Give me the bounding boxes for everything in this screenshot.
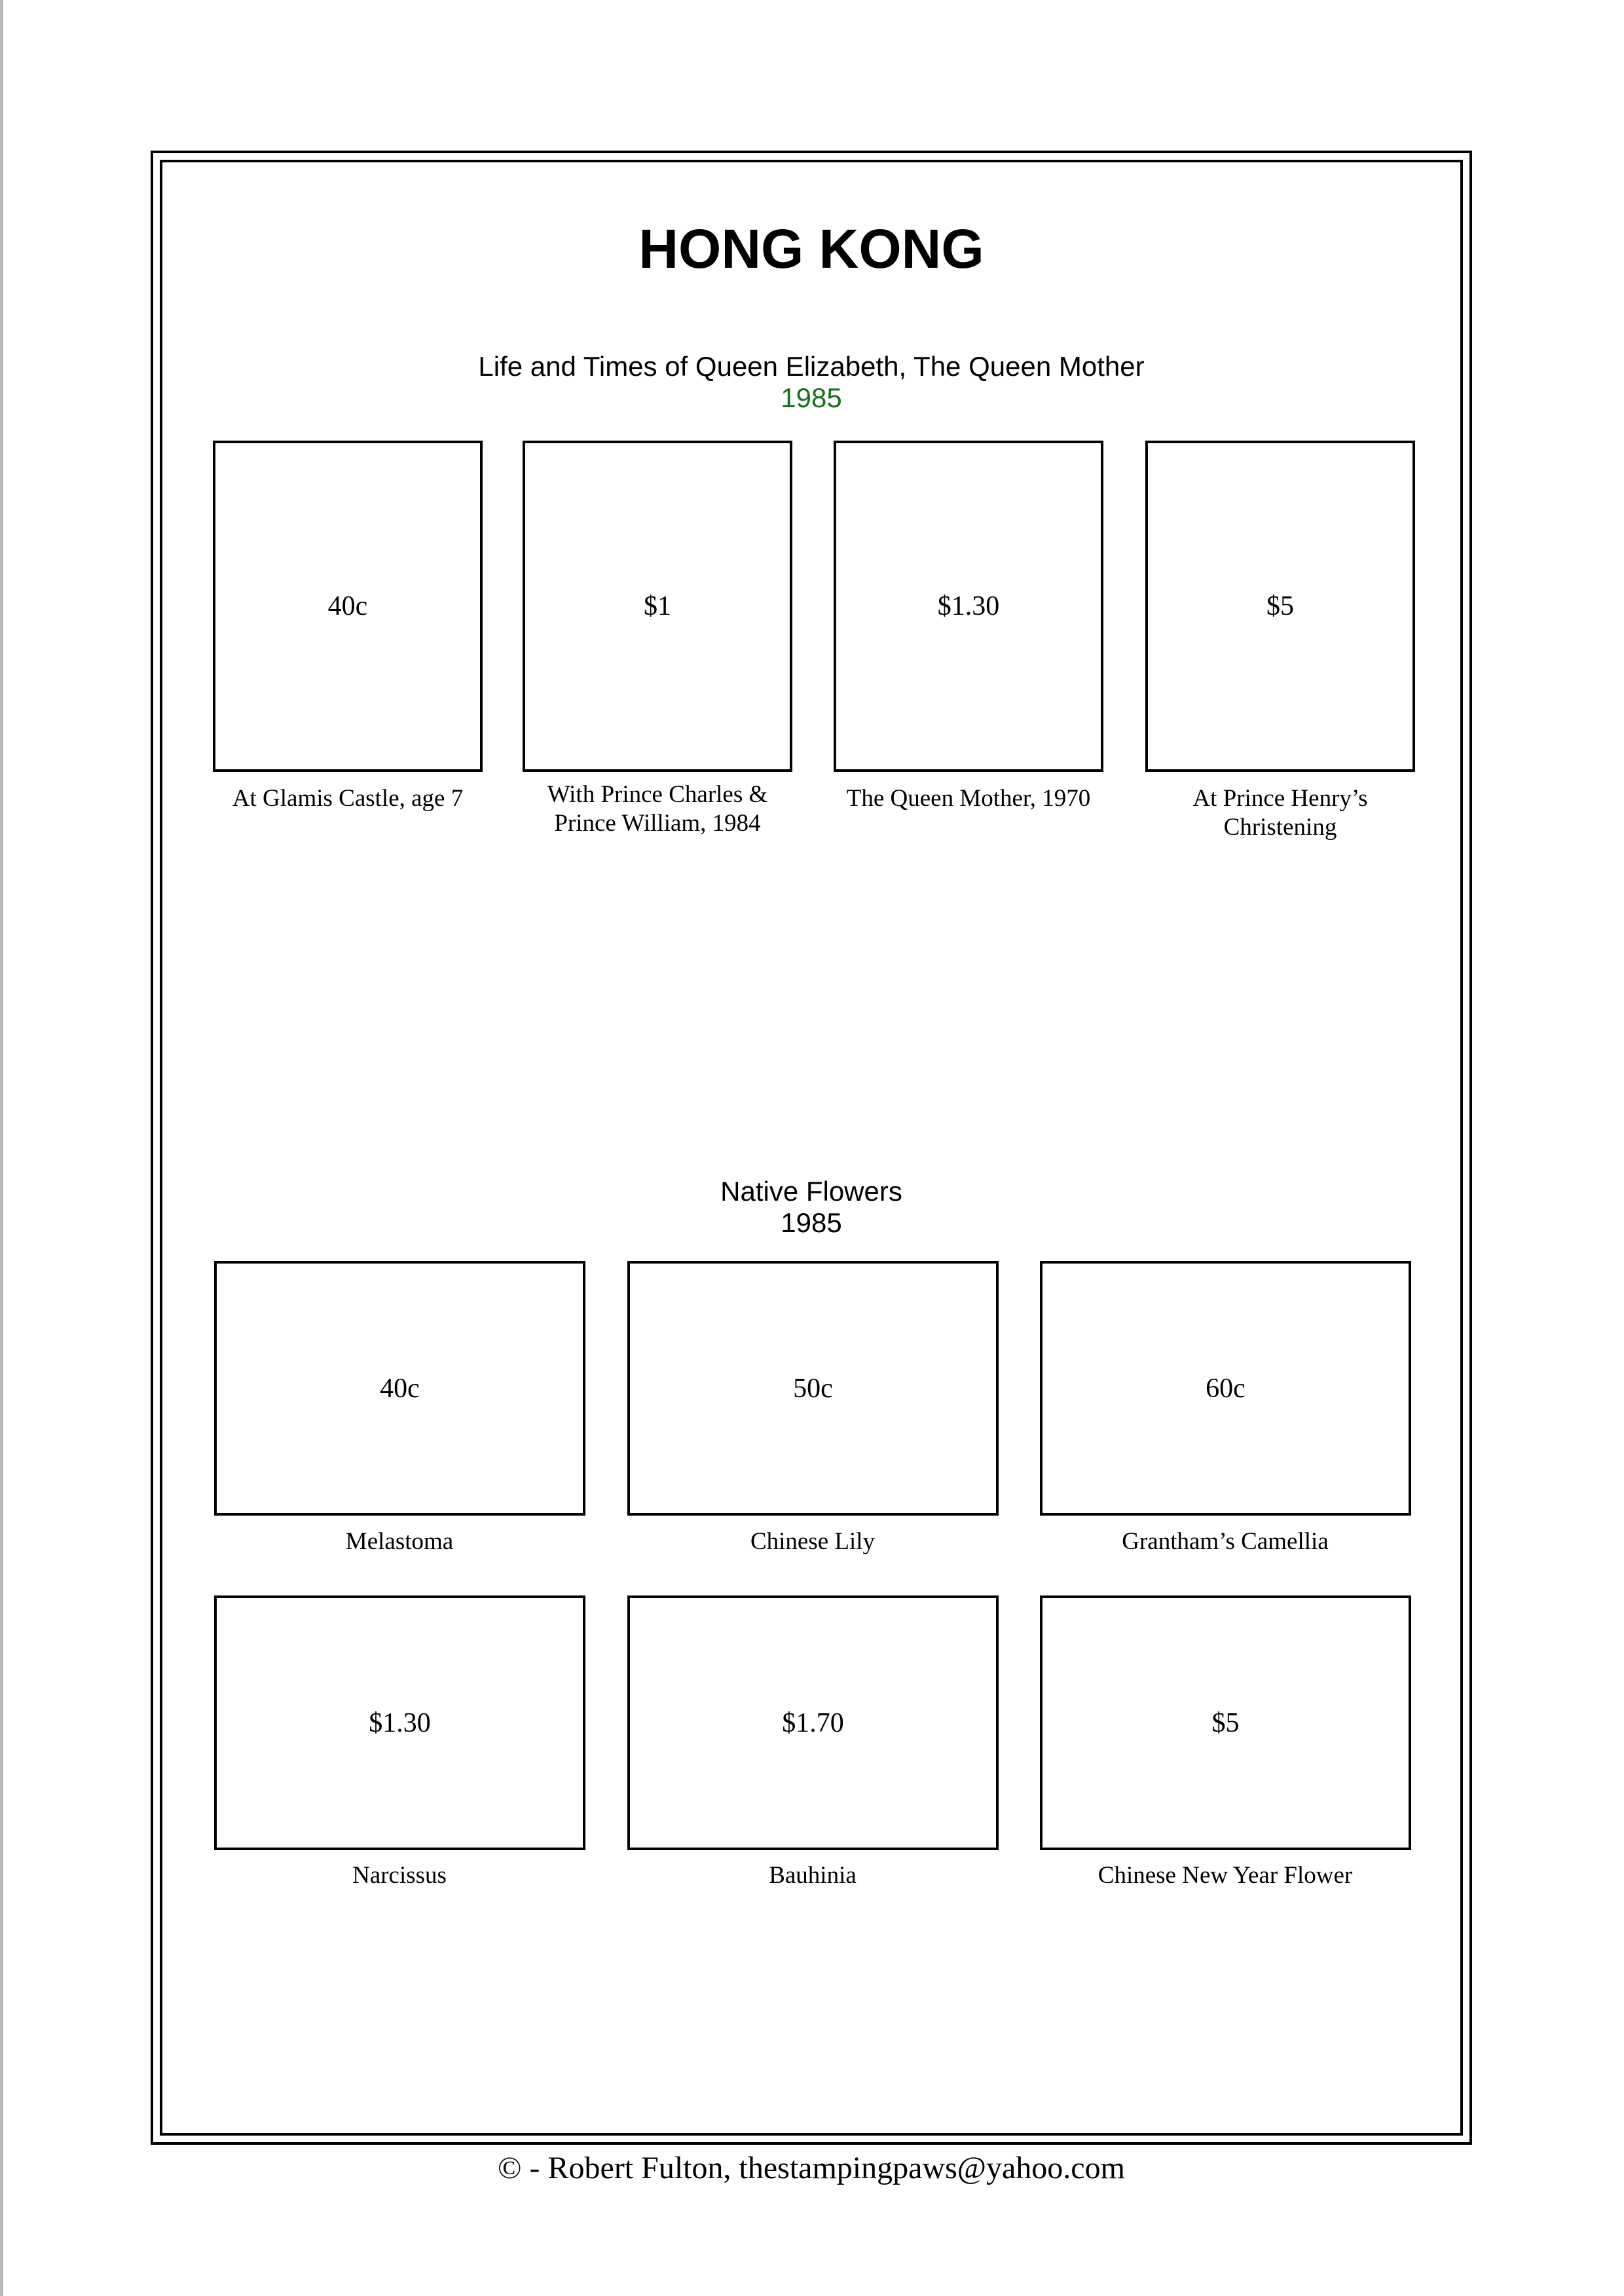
set-heading-queen-mother (151, 351, 1472, 414)
stamp-denomination: 40c (327, 591, 368, 621)
page-left-edge (0, 0, 3, 2296)
set-year: 1985 (781, 1207, 842, 1238)
stamp-caption: The Queen Mother, 1970 (846, 785, 1091, 812)
stamp-caption: At Prince Henry’s Christening (1192, 785, 1368, 841)
stamp-space (523, 441, 792, 772)
stamp-space (213, 441, 483, 772)
stamp-caption: Narcissus (352, 1862, 447, 1889)
stamp-space (1040, 1261, 1411, 1516)
stamp-denomination: $1 (644, 591, 671, 621)
stamp-denomination: 40c (380, 1373, 420, 1404)
stamp-caption: Melastoma (345, 1528, 454, 1555)
stamp-space (627, 1261, 999, 1516)
stamp-denomination: 60c (1206, 1373, 1246, 1404)
stamp-denomination: $5 (1266, 591, 1294, 621)
set-heading-native-flowers (151, 1176, 1472, 1239)
copyright-footer: © - Robert Fulton, thestampingpaws@yahoo.com (498, 2151, 1125, 2185)
stamp-caption: Bauhinia (769, 1862, 857, 1889)
stamp-caption: Grantham’s Camellia (1122, 1528, 1329, 1555)
set-name: Native Flowers (720, 1176, 902, 1207)
stamp-space (1145, 441, 1415, 772)
stamp-space (214, 1261, 585, 1516)
stamp-denomination: $1.30 (369, 1707, 431, 1738)
stamp-space (627, 1595, 999, 1850)
stamp-space (834, 441, 1103, 772)
stamp-denomination: $1.30 (937, 591, 1000, 621)
stamp-caption: Chinese New Year Flower (1098, 1862, 1353, 1889)
stamp-caption: Chinese Lily (750, 1528, 876, 1555)
set-name: Life and Times of Queen Elizabeth, The Queen Mother (478, 351, 1145, 382)
stamp-space (1040, 1595, 1411, 1850)
stamp-denomination: $1.70 (782, 1707, 844, 1738)
set-year: 1985 (781, 382, 842, 413)
stamp-denomination: 50c (793, 1373, 833, 1404)
stamp-denomination: $5 (1211, 1707, 1240, 1738)
stamp-caption: With Prince Charles & Prince William, 1984 (547, 781, 768, 837)
stamp-space (214, 1595, 585, 1850)
page-title: HONG KONG (638, 218, 984, 280)
stamp-caption: At Glamis Castle, age 7 (232, 785, 464, 812)
